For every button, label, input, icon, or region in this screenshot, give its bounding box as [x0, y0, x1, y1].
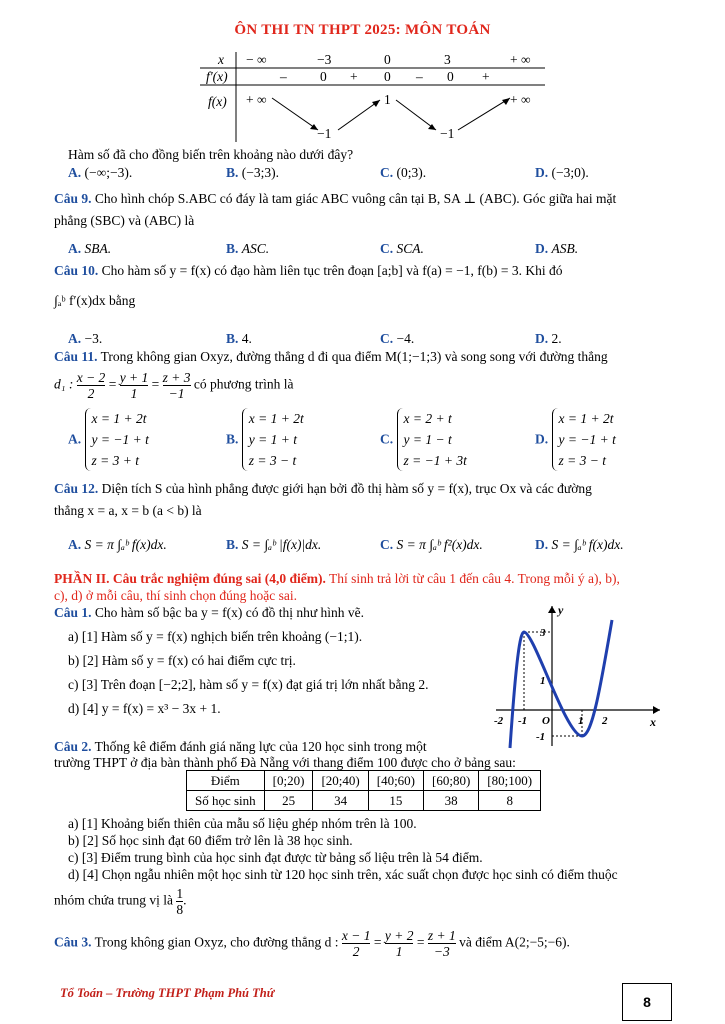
q9-stem: Câu 9. Cho hình chóp S.ABC có đáy là tam giác ABC vuông cân tại B, SA ⊥ (ABC). Góc giữa hai mặt [54, 191, 617, 206]
variation-table [200, 50, 545, 142]
tick-x-2: 2 [602, 715, 608, 727]
vt-sign-5: 0 [447, 69, 454, 84]
footer-school: Tổ Toán – Trường THPT Phạm Phú Thứ [60, 986, 275, 1000]
table-header-cell: Điểm [187, 771, 265, 791]
x-axis-arrow [653, 706, 660, 714]
page-number: 8 [622, 983, 672, 1021]
arrow-down-2 [396, 100, 436, 130]
q10-option-a[interactable]: A. −3. [68, 331, 103, 346]
table-header-cell: Số học sinh [187, 791, 265, 811]
vt-f-1: −1 [317, 126, 332, 141]
arrow-down-1 [272, 98, 318, 130]
vt-f-0: + ∞ [246, 92, 267, 107]
vt-x-3: 3 [444, 52, 451, 67]
q9-option-b[interactable]: B. ASC. [226, 241, 270, 256]
p2q2-item-b: b) [2] Số học sinh đạt 60 điểm trở lên là 38 học sinh. [68, 833, 353, 848]
label-origin: O [542, 715, 550, 727]
label-axis-y: y [558, 603, 564, 617]
vt-x-1: −3 [317, 52, 332, 67]
q11-equation: d₁ : $\frac{x - 2}{2}$ = $\frac{y + 1}{1}$ = $\frac{z + 3}{-1}$ có phương trình là [54, 370, 294, 401]
p2q1-item-a: a) [1] Hàm số y = f(x) nghịch biến trên khoảng (−1;1). [68, 629, 363, 644]
vt-f-3: −1 [440, 126, 455, 141]
p2q1-stem: Câu 1. Cho hàm số bậc ba y = f(x) có đồ thị như hình vẽ. [54, 605, 365, 620]
cubic-curve [510, 620, 612, 748]
q10-stem: Câu 10. Cho hàm số y = f(x) có đạo hàm liên tục trên đoạn [a;b] và f(a) = −1, f(b) = 3. Khi đó [54, 263, 563, 278]
q8-stem: Hàm số đã cho đồng biến trên khoảng nào dưới đây? [68, 147, 354, 162]
tick-x-1: 1 [578, 715, 584, 727]
q12-stem: Câu 12. Diện tích S của hình phẳng được giới hạn bởi đồ thị hàm số y = f(x), trục Ox và các đường [54, 481, 592, 496]
q10-option-d[interactable]: D. 2. [535, 331, 562, 346]
tick-y-1: 1 [540, 675, 546, 687]
p2q2-item-c: c) [3] Điểm trung bình của học sinh đạt được từ bảng số liệu trên là 54 điểm. [68, 850, 483, 865]
table-cell: 25 [264, 791, 313, 811]
q11-option-a[interactable]: A. x = 1 + 2t y = −1 + t z = 3 + t [68, 408, 149, 471]
table-cell: [0;20) [264, 771, 313, 791]
q12-option-a[interactable]: A. S = π ∫ₐᵇ f(x)dx. [68, 537, 167, 552]
table-row [187, 791, 541, 811]
vt-sign-6: + [482, 69, 490, 84]
vt-sign-2: + [350, 69, 358, 84]
q8-option-b[interactable]: B. (−3;3). [226, 165, 279, 180]
vt-x-label: x [218, 52, 224, 67]
tick-x-neg1: -1 [518, 715, 528, 727]
table-cell: 8 [479, 791, 541, 811]
vt-sign-1: 0 [320, 69, 327, 84]
q10-stem-2: ∫ₐᵇ f′(x)dx bằng [54, 293, 136, 308]
q9-option-d[interactable]: D. ASB. [535, 241, 579, 256]
p2q2-stem-2: trường THPT ở địa bàn thành phố Đà Nẵng với thang điểm 100 được cho ở bảng sau: [54, 755, 516, 770]
page-title: ÔN THI TN THPT 2025: MÔN TOÁN [234, 22, 491, 38]
tick-x-neg2: -2 [494, 715, 504, 727]
q11-option-d[interactable]: D. x = 1 + 2t y = −1 + t z = 3 − t [535, 408, 616, 471]
vt-x-4: + ∞ [510, 52, 531, 67]
p2q2-item-d-cont: nhóm chứa trung vị là $\frac{1}{8}$ . [54, 886, 187, 917]
q8-option-d[interactable]: D. (−3;0). [535, 165, 589, 180]
p2q1-item-d: d) [4] y = f(x) = x³ − 3x + 1. [68, 701, 221, 716]
table-cell: [60;80) [424, 771, 479, 791]
table-cell: [40;60) [368, 771, 423, 791]
p2q2-item-a: a) [1] Khoảng biến thiên của mẫu số liệu ghép nhóm trên là 100. [68, 816, 417, 831]
y-axis-arrow [548, 606, 556, 613]
table-cell: 34 [313, 791, 368, 811]
q9-option-c[interactable]: C. SCA. [380, 241, 424, 256]
q9-option-a[interactable]: A. SBA. [68, 241, 112, 256]
p2q3-stem: Câu 3. Trong không gian Oxyz, cho đường thẳng d : $\frac{x - 1}{2}$ = $\frac{y + 2}{1}$ = $\frac{z + 1}{-3}$ và điểm A(2;−5;−6). [54, 928, 570, 959]
part2-heading: PHẦN II. Câu trắc nghiệm đúng sai (4,0 điểm). Thí sinh trả lời từ câu 1 đến câu 4. Trong mỗi ý a), b), [54, 571, 620, 586]
table-cell: 38 [424, 791, 479, 811]
vt-sign-0: – [280, 69, 287, 84]
vt-sign-4: – [416, 69, 423, 84]
vt-x-0: − ∞ [246, 52, 267, 67]
p2q1-item-b: b) [2] Hàm số y = f(x) có hai điểm cực trị. [68, 653, 296, 668]
p2q2-stem: Câu 2. Thống kê điểm đánh giá năng lực của 120 học sinh trong một [54, 739, 427, 754]
table-cell: [80;100) [479, 771, 541, 791]
q12-option-b[interactable]: B. S = ∫ₐᵇ |f(x)|dx. [226, 537, 322, 552]
part2-instruction: c), d) ở mỗi câu, thí sinh chọn đúng hoặc sai. [54, 588, 297, 603]
vt-f-label: f(x) [208, 94, 227, 109]
table-row [187, 771, 541, 791]
vt-x-2: 0 [384, 52, 391, 67]
q11-option-c[interactable]: C. x = 2 + t y = 1 − t z = −1 + 3t [380, 408, 467, 471]
q10-option-b[interactable]: B. 4. [226, 331, 252, 346]
q8-option-a[interactable]: A. (−∞;−3). [68, 165, 133, 180]
q9-stem-2: phẳng (SBC) và (ABC) là [54, 213, 195, 228]
arrow-up-1 [338, 100, 380, 130]
p2q1-item-c: c) [3] Trên đoạn [−2;2], hàm số y = f(x) đạt giá trị lớn nhất bằng 2. [68, 677, 429, 692]
arrow-up-2 [458, 98, 510, 130]
p2q2-item-d: d) [4] Chọn ngẫu nhiên một học sinh từ 120 học sinh trên, xác suất chọn được học sinh có điểm thuộc [68, 867, 618, 882]
table-cell: [20;40) [313, 771, 368, 791]
q11-option-b[interactable]: B. x = 1 + 2t y = 1 + t z = 3 − t [226, 408, 304, 471]
q12-stem-2: thẳng x = a, x = b (a < b) là [54, 503, 202, 518]
vt-f-4: + ∞ [510, 92, 531, 107]
vt-f-2: 1 [384, 92, 391, 107]
vt-fp-label: f'(x) [206, 69, 228, 84]
table-cell: 15 [368, 791, 423, 811]
q12-option-c[interactable]: C. S = π ∫ₐᵇ f²(x)dx. [380, 537, 483, 552]
q12-option-d[interactable]: D. S = ∫ₐᵇ f(x)dx. [535, 537, 624, 552]
tick-y-3: 3 [540, 627, 546, 639]
cubic-graph [488, 600, 668, 750]
q11-stem: Câu 11. Trong không gian Oxyz, đường thẳng d đi qua điểm M(1;−1;3) và song song với đường thẳng [54, 349, 608, 364]
label-axis-x: x [650, 715, 656, 729]
q10-option-c[interactable]: C. −4. [380, 331, 415, 346]
vt-sign-3: 0 [384, 69, 391, 84]
score-table [186, 770, 541, 811]
tick-y-neg1: -1 [536, 731, 546, 743]
q8-option-c[interactable]: C. (0;3). [380, 165, 427, 180]
